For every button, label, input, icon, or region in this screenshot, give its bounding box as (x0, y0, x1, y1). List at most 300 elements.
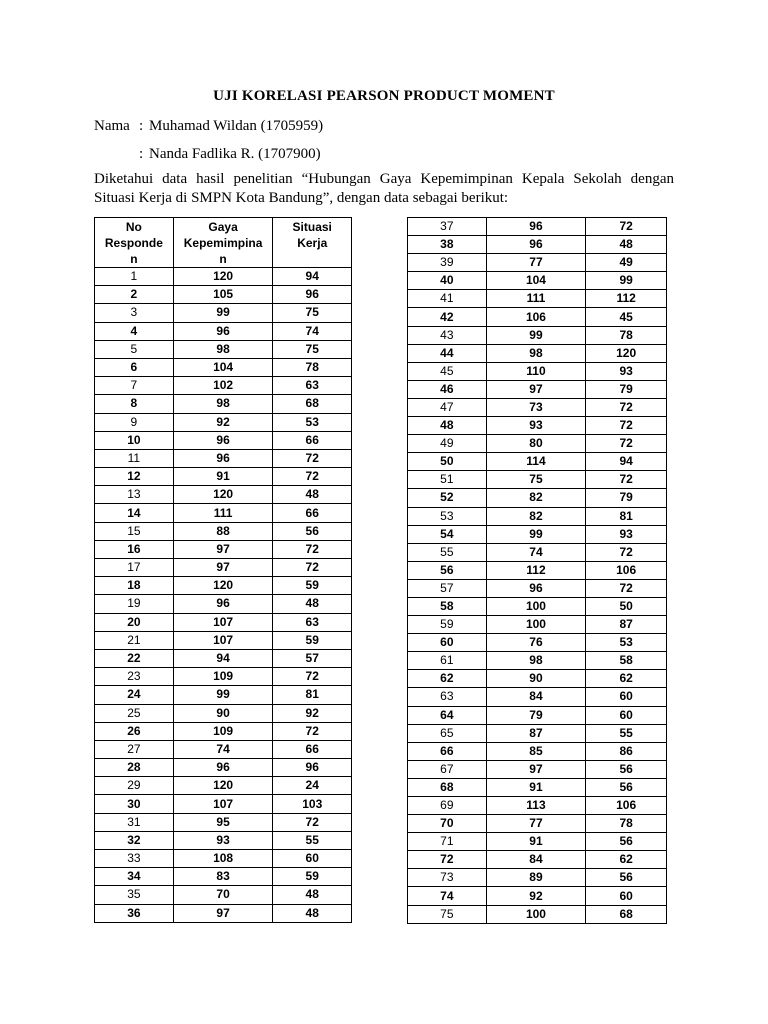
gaya-value: 120 (173, 777, 273, 795)
respondent-no: 49 (408, 435, 487, 453)
table-row (408, 362, 667, 380)
respondent-no: 52 (408, 489, 487, 507)
respondent-no: 35 (95, 886, 174, 904)
respondent-no: 47 (408, 398, 487, 416)
situasi-value: 112 (586, 290, 667, 308)
respondent-no: 39 (408, 254, 487, 272)
table-row (95, 649, 352, 667)
respondent-no: 4 (95, 322, 174, 340)
respondent-no: 50 (408, 453, 487, 471)
table-row (408, 507, 667, 525)
situasi-value: 93 (586, 525, 667, 543)
situasi-value: 60 (273, 850, 352, 868)
situasi-value: 55 (273, 831, 352, 849)
respondent-no: 28 (95, 759, 174, 777)
situasi-value: 72 (586, 218, 667, 236)
respondent-no: 65 (408, 724, 487, 742)
table-row (95, 795, 352, 813)
situasi-value: 55 (586, 724, 667, 742)
situasi-value: 72 (273, 449, 352, 467)
respondent-no: 46 (408, 380, 487, 398)
situasi-value: 72 (273, 468, 352, 486)
respondent-no: 17 (95, 559, 174, 577)
gaya-value: 100 (486, 616, 586, 634)
table-row (408, 670, 667, 688)
respondent-no: 55 (408, 543, 487, 561)
table-row (95, 449, 352, 467)
table-row (408, 706, 667, 724)
respondent-no: 68 (408, 778, 487, 796)
gaya-value: 91 (486, 833, 586, 851)
gaya-value: 106 (486, 308, 586, 326)
gaya-value: 75 (486, 471, 586, 489)
gaya-value: 111 (173, 504, 273, 522)
situasi-value: 86 (586, 742, 667, 760)
table-row (95, 831, 352, 849)
situasi-value: 99 (586, 272, 667, 290)
situasi-value: 78 (273, 358, 352, 376)
table-row (95, 413, 352, 431)
situasi-value: 48 (273, 595, 352, 613)
situasi-value: 72 (586, 417, 667, 435)
gaya-value: 97 (486, 380, 586, 398)
respondent-no: 59 (408, 616, 487, 634)
table-row (95, 668, 352, 686)
respondent-no: 43 (408, 326, 487, 344)
respondent-no: 15 (95, 522, 174, 540)
gaya-value: 91 (486, 778, 586, 796)
table-row (408, 742, 667, 760)
respondent-no: 31 (95, 813, 174, 831)
respondent-no: 19 (95, 595, 174, 613)
table-row (95, 540, 352, 558)
table-row (408, 815, 667, 833)
table-row (95, 740, 352, 758)
situasi-value: 57 (273, 649, 352, 667)
table-row (408, 417, 667, 435)
gaya-value: 90 (486, 670, 586, 688)
nama-label: Nama (94, 118, 130, 134)
intro-paragraph (94, 170, 674, 208)
respondent-no: 75 (408, 905, 487, 923)
gaya-value: 92 (173, 413, 273, 431)
situasi-value: 72 (273, 722, 352, 740)
table-row (408, 254, 667, 272)
table-row (408, 760, 667, 778)
situasi-value: 53 (586, 634, 667, 652)
table-row (95, 504, 352, 522)
gaya-value: 108 (173, 850, 273, 868)
respondent-no: 48 (408, 417, 487, 435)
table-row (408, 236, 667, 254)
intro-line-1: Diketahui data hasil penelitian “Hubungan Gaya Kepemimpinan Kepala Sekolah dengan (94, 171, 674, 187)
intro-line-2: Situasi Kerja di SMPN Kota Bandung”, dengan data sebagai berikut: (94, 190, 509, 206)
respondent-no: 7 (95, 377, 174, 395)
data-table-right (407, 217, 667, 924)
table-row (95, 813, 352, 831)
table-row (95, 704, 352, 722)
gaya-value: 92 (486, 887, 586, 905)
gaya-value: 100 (486, 597, 586, 615)
respondent-no: 61 (408, 652, 487, 670)
respondent-no: 6 (95, 358, 174, 376)
page-title: UJI KORELASI PEARSON PRODUCT MOMENT (213, 88, 555, 104)
table-row (95, 395, 352, 413)
situasi-value: 72 (273, 813, 352, 831)
situasi-value: 59 (273, 631, 352, 649)
respondent-no: 29 (95, 777, 174, 795)
situasi-value: 92 (273, 704, 352, 722)
gaya-value: 120 (173, 577, 273, 595)
table-row (408, 326, 667, 344)
gaya-value: 113 (486, 797, 586, 815)
gaya-value: 102 (173, 377, 273, 395)
respondent-no: 14 (95, 504, 174, 522)
respondent-no: 5 (95, 340, 174, 358)
situasi-value: 72 (586, 543, 667, 561)
situasi-value: 81 (586, 507, 667, 525)
table-row (95, 468, 352, 486)
situasi-value: 72 (586, 435, 667, 453)
gaya-value: 114 (486, 453, 586, 471)
data-table-left (94, 217, 352, 923)
situasi-value: 56 (586, 760, 667, 778)
gaya-value: 96 (173, 759, 273, 777)
respondent-no: 13 (95, 486, 174, 504)
table-row (95, 358, 352, 376)
table-row (408, 688, 667, 706)
situasi-value: 60 (586, 887, 667, 905)
table-row (95, 268, 352, 286)
table-row (95, 431, 352, 449)
situasi-value: 87 (586, 616, 667, 634)
gaya-value: 120 (173, 486, 273, 504)
situasi-value: 72 (586, 398, 667, 416)
situasi-value: 96 (273, 286, 352, 304)
table-row (408, 579, 667, 597)
gaya-value: 98 (173, 340, 273, 358)
situasi-value: 56 (586, 869, 667, 887)
respondent-no: 8 (95, 395, 174, 413)
situasi-value: 24 (273, 777, 352, 795)
respondent-no: 45 (408, 362, 487, 380)
gaya-value: 95 (173, 813, 273, 831)
situasi-value: 56 (586, 833, 667, 851)
table-row (408, 851, 667, 869)
header-no-responden: No Responde n (95, 218, 174, 268)
table-row (95, 340, 352, 358)
situasi-value: 78 (586, 815, 667, 833)
gaya-value: 96 (173, 595, 273, 613)
respondent-no: 12 (95, 468, 174, 486)
table-row (408, 308, 667, 326)
situasi-value: 59 (273, 577, 352, 595)
respondent-no: 18 (95, 577, 174, 595)
situasi-value: 103 (273, 795, 352, 813)
gaya-value: 77 (486, 254, 586, 272)
table-row (408, 561, 667, 579)
situasi-value: 58 (586, 652, 667, 670)
table-row (408, 887, 667, 905)
respondent-no: 44 (408, 344, 487, 362)
respondent-no: 32 (95, 831, 174, 849)
situasi-value: 60 (586, 688, 667, 706)
gaya-value: 96 (486, 236, 586, 254)
situasi-value: 53 (273, 413, 352, 431)
gaya-value: 98 (173, 395, 273, 413)
situasi-value: 96 (273, 759, 352, 777)
situasi-value: 60 (586, 706, 667, 724)
table-row (95, 577, 352, 595)
gaya-value: 82 (486, 507, 586, 525)
situasi-value: 120 (586, 344, 667, 362)
respondent-no: 23 (95, 668, 174, 686)
situasi-value: 72 (273, 559, 352, 577)
situasi-value: 72 (273, 668, 352, 686)
respondent-no: 64 (408, 706, 487, 724)
table-row (95, 686, 352, 704)
gaya-value: 98 (486, 652, 586, 670)
table-row (95, 559, 352, 577)
situasi-value: 72 (586, 579, 667, 597)
table-row (408, 525, 667, 543)
situasi-value: 48 (273, 886, 352, 904)
gaya-value: 99 (486, 525, 586, 543)
colon-1: : (139, 118, 144, 134)
respondent-no: 3 (95, 304, 174, 322)
situasi-value: 79 (586, 380, 667, 398)
respondent-no: 37 (408, 218, 487, 236)
gaya-value: 77 (486, 815, 586, 833)
respondent-no: 26 (95, 722, 174, 740)
gaya-value: 93 (486, 417, 586, 435)
gaya-value: 104 (173, 358, 273, 376)
gaya-value: 96 (173, 322, 273, 340)
respondent-no: 67 (408, 760, 487, 778)
respondent-no: 9 (95, 413, 174, 431)
situasi-value: 63 (273, 613, 352, 631)
gaya-value: 82 (486, 489, 586, 507)
table-row (95, 304, 352, 322)
situasi-value: 66 (273, 431, 352, 449)
situasi-value: 106 (586, 561, 667, 579)
respondent-no: 58 (408, 597, 487, 615)
gaya-value: 99 (486, 326, 586, 344)
student-name-1: Muhamad Wildan (1705959) (149, 118, 324, 134)
table-row (95, 904, 352, 922)
table-row (408, 905, 667, 923)
situasi-value: 75 (273, 304, 352, 322)
situasi-value: 48 (586, 236, 667, 254)
situasi-value: 75 (273, 340, 352, 358)
gaya-value: 105 (173, 286, 273, 304)
table-row (95, 868, 352, 886)
respondent-no: 22 (95, 649, 174, 667)
gaya-value: 83 (173, 868, 273, 886)
gaya-value: 76 (486, 634, 586, 652)
table-row (95, 322, 352, 340)
table-row (408, 797, 667, 815)
table-row (95, 595, 352, 613)
table-row (408, 435, 667, 453)
gaya-value: 98 (486, 344, 586, 362)
respondent-no: 51 (408, 471, 487, 489)
situasi-value: 66 (273, 740, 352, 758)
gaya-value: 96 (173, 431, 273, 449)
respondent-no: 1 (95, 268, 174, 286)
situasi-value: 68 (586, 905, 667, 923)
gaya-value: 99 (173, 304, 273, 322)
respondent-no: 27 (95, 740, 174, 758)
table-row (95, 377, 352, 395)
header-situasi-kerja: Situasi Kerja (273, 218, 352, 268)
respondent-no: 11 (95, 449, 174, 467)
gaya-value: 91 (173, 468, 273, 486)
situasi-value: 62 (586, 851, 667, 869)
table-row (408, 398, 667, 416)
gaya-value: 89 (486, 869, 586, 887)
gaya-value: 84 (486, 688, 586, 706)
situasi-value: 106 (586, 797, 667, 815)
gaya-value: 99 (173, 686, 273, 704)
gaya-value: 79 (486, 706, 586, 724)
table-row (95, 631, 352, 649)
gaya-value: 107 (173, 631, 273, 649)
situasi-value: 59 (273, 868, 352, 886)
header-gaya-kepemimpinan: Gaya Kepemimpina n (173, 218, 273, 268)
respondent-no: 72 (408, 851, 487, 869)
respondent-no: 24 (95, 686, 174, 704)
gaya-value: 97 (173, 559, 273, 577)
respondent-no: 53 (408, 507, 487, 525)
respondent-no: 56 (408, 561, 487, 579)
respondent-no: 41 (408, 290, 487, 308)
gaya-value: 104 (486, 272, 586, 290)
gaya-value: 100 (486, 905, 586, 923)
gaya-value: 97 (486, 760, 586, 778)
situasi-value: 49 (586, 254, 667, 272)
respondent-no: 34 (95, 868, 174, 886)
situasi-value: 72 (273, 540, 352, 558)
situasi-value: 94 (586, 453, 667, 471)
gaya-value: 109 (173, 722, 273, 740)
gaya-value: 85 (486, 742, 586, 760)
table-row (95, 850, 352, 868)
respondent-no: 21 (95, 631, 174, 649)
table-row (408, 543, 667, 561)
table-row (408, 272, 667, 290)
gaya-value: 94 (173, 649, 273, 667)
colon-2: : (139, 146, 144, 162)
respondent-no: 42 (408, 308, 487, 326)
respondent-no: 2 (95, 286, 174, 304)
situasi-value: 68 (273, 395, 352, 413)
gaya-value: 96 (486, 579, 586, 597)
respondent-no: 60 (408, 634, 487, 652)
situasi-value: 56 (586, 778, 667, 796)
gaya-value: 120 (173, 268, 273, 286)
gaya-value: 70 (173, 886, 273, 904)
gaya-value: 80 (486, 435, 586, 453)
table-row (408, 290, 667, 308)
respondent-no: 74 (408, 887, 487, 905)
respondent-no: 33 (95, 850, 174, 868)
gaya-value: 88 (173, 522, 273, 540)
respondent-no: 40 (408, 272, 487, 290)
table-row (95, 286, 352, 304)
gaya-value: 87 (486, 724, 586, 742)
table-row (408, 471, 667, 489)
respondent-no: 16 (95, 540, 174, 558)
table-row (408, 489, 667, 507)
respondent-no: 71 (408, 833, 487, 851)
table-row (95, 886, 352, 904)
gaya-value: 110 (486, 362, 586, 380)
gaya-value: 112 (486, 561, 586, 579)
table-row (408, 869, 667, 887)
gaya-value: 96 (173, 449, 273, 467)
situasi-value: 78 (586, 326, 667, 344)
respondent-no: 20 (95, 613, 174, 631)
situasi-value: 94 (273, 268, 352, 286)
respondent-no: 54 (408, 525, 487, 543)
table-row (408, 344, 667, 362)
respondent-no: 69 (408, 797, 487, 815)
gaya-value: 90 (173, 704, 273, 722)
gaya-value: 109 (173, 668, 273, 686)
gaya-value: 84 (486, 851, 586, 869)
respondent-no: 73 (408, 869, 487, 887)
gaya-value: 97 (173, 904, 273, 922)
gaya-value: 107 (173, 613, 273, 631)
gaya-value: 74 (486, 543, 586, 561)
table-row (408, 380, 667, 398)
table-row (408, 453, 667, 471)
table-row (95, 759, 352, 777)
situasi-value: 93 (586, 362, 667, 380)
gaya-value: 111 (486, 290, 586, 308)
table-row (408, 724, 667, 742)
table-row (95, 722, 352, 740)
table-row (408, 652, 667, 670)
table-row (408, 833, 667, 851)
gaya-value: 97 (173, 540, 273, 558)
situasi-value: 81 (273, 686, 352, 704)
table-row (95, 613, 352, 631)
respondent-no: 25 (95, 704, 174, 722)
gaya-value: 107 (173, 795, 273, 813)
respondent-no: 70 (408, 815, 487, 833)
situasi-value: 48 (273, 904, 352, 922)
respondent-no: 57 (408, 579, 487, 597)
respondent-no: 36 (95, 904, 174, 922)
student-name-2: Nanda Fadlika R. (1707900) (149, 146, 321, 162)
respondent-no: 62 (408, 670, 487, 688)
situasi-value: 72 (586, 471, 667, 489)
situasi-value: 50 (586, 597, 667, 615)
situasi-value: 66 (273, 504, 352, 522)
respondent-no: 63 (408, 688, 487, 706)
table-row (408, 778, 667, 796)
situasi-value: 48 (273, 486, 352, 504)
gaya-value: 73 (486, 398, 586, 416)
situasi-value: 45 (586, 308, 667, 326)
table-row (408, 634, 667, 652)
situasi-value: 79 (586, 489, 667, 507)
table-row (408, 597, 667, 615)
respondent-no: 38 (408, 236, 487, 254)
gaya-value: 93 (173, 831, 273, 849)
